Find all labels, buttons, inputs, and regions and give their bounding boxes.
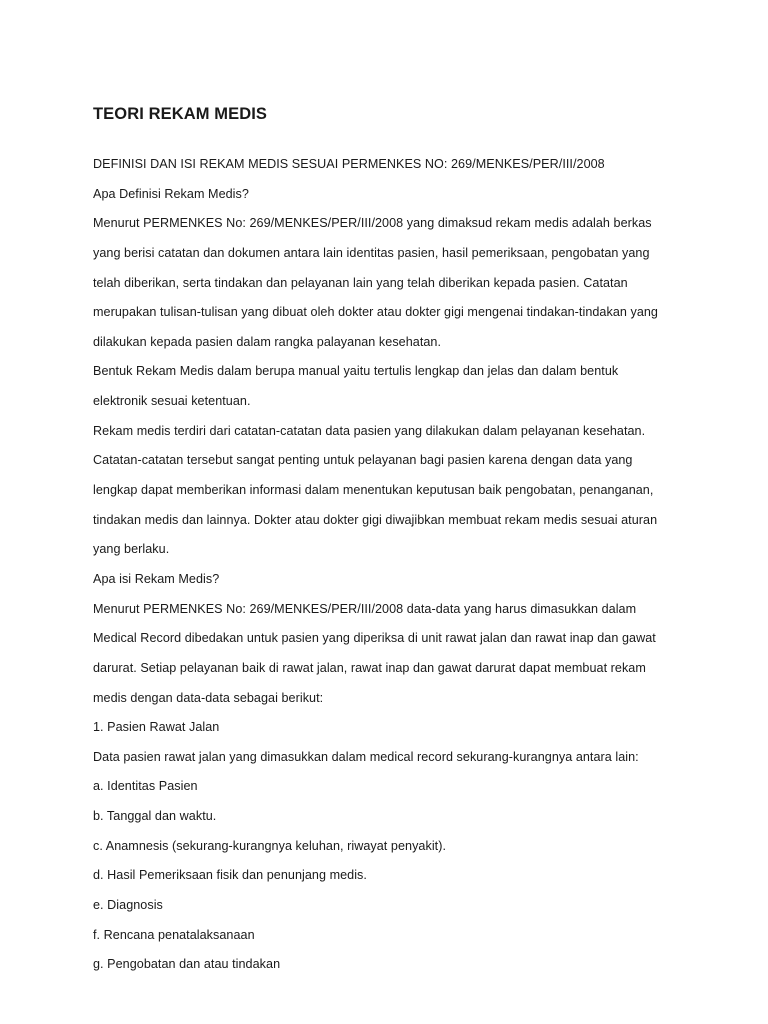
text-line: yang berisi catatan dan dokumen antara lain identitas pasien, hasil pemeriksaan, pengobatan yang — [93, 245, 650, 260]
text-line: lengkap dapat memberikan informasi dalam menentukan keputusan baik pengobatan, penanganan, — [93, 483, 654, 498]
text-line: DEFINISI DAN ISI REKAM MEDIS SESUAI PERMENKES NO: 269/MENKES/PER/III/2008 — [93, 157, 605, 171]
text-line: Medical Record dibedakan untuk pasien yang diperiksa di unit rawat jalan dan rawat inap dan gawat — [93, 631, 656, 646]
text-line: yang berlaku. — [93, 542, 170, 557]
text-line: telah diberikan, serta tindakan dan pelayanan lain yang telah diberikan kepada pasien. Catatan — [93, 275, 628, 290]
document-body — [93, 154, 713, 984]
text-line: dilakukan kepada pasien dalam rangka palayanan kesehatan. — [93, 334, 442, 349]
document-title: TEORI REKAM MEDIS — [93, 105, 268, 123]
text-line: Menurut PERMENKES No: 269/MENKES/PER/III/2008 data-data yang harus dimasukkan dalam — [93, 601, 637, 616]
text-line: elektronik sesuai ketentuan. — [93, 394, 251, 409]
text-line: Bentuk Rekam Medis dalam berupa manual yaitu tertulis lengkap dan jelas dan dalam bentuk — [93, 364, 619, 379]
text-line: f. Rencana penatalaksanaan — [93, 927, 255, 942]
text-line: Data pasien rawat jalan yang dimasukkan dalam medical record sekurang-kurangnya antara lain: — [93, 749, 639, 764]
text-line: b. Tanggal dan waktu. — [93, 809, 217, 824]
text-line: Rekam medis terdiri dari catatan-catatan data pasien yang dilakukan dalam pelayanan kesehatan. — [93, 423, 646, 438]
text-line: merupakan tulisan-tulisan yang dibuat oleh dokter atau dokter gigi mengenai tindakan-tindakan yang — [93, 305, 658, 320]
text-line: Apa isi Rekam Medis? — [93, 571, 220, 586]
text-line: a. Identitas Pasien — [93, 779, 198, 794]
text-line: darurat. Setiap pelayanan baik di rawat jalan, rawat inap dan gawat darurat dapat membuat rekam — [93, 660, 646, 675]
text-line: g. Pengobatan dan atau tindakan — [93, 957, 281, 972]
text-line: tindakan medis dan lainnya. Dokter atau dokter gigi diwajibkan membuat rekam medis sesuai aturan — [93, 512, 658, 527]
text-line: medis dengan data-data sebagai berikut: — [93, 690, 324, 705]
text-line: 1. Pasien Rawat Jalan — [93, 720, 220, 735]
text-line: Catatan-catatan tersebut sangat penting untuk pelayanan bagi pasien karena dengan data yang — [93, 453, 633, 468]
text-line: c. Anamnesis (sekurang-kurangnya keluhan, riwayat penyakit). — [93, 838, 447, 853]
text-line: d. Hasil Pemeriksaan fisik dan penunjang medis. — [93, 868, 367, 883]
text-line: Apa Definisi Rekam Medis? — [93, 186, 249, 201]
text-line: Menurut PERMENKES No: 269/MENKES/PER/III/2008 yang dimaksud rekam medis adalah berkas — [93, 216, 652, 231]
text-line: e. Diagnosis — [93, 898, 163, 913]
